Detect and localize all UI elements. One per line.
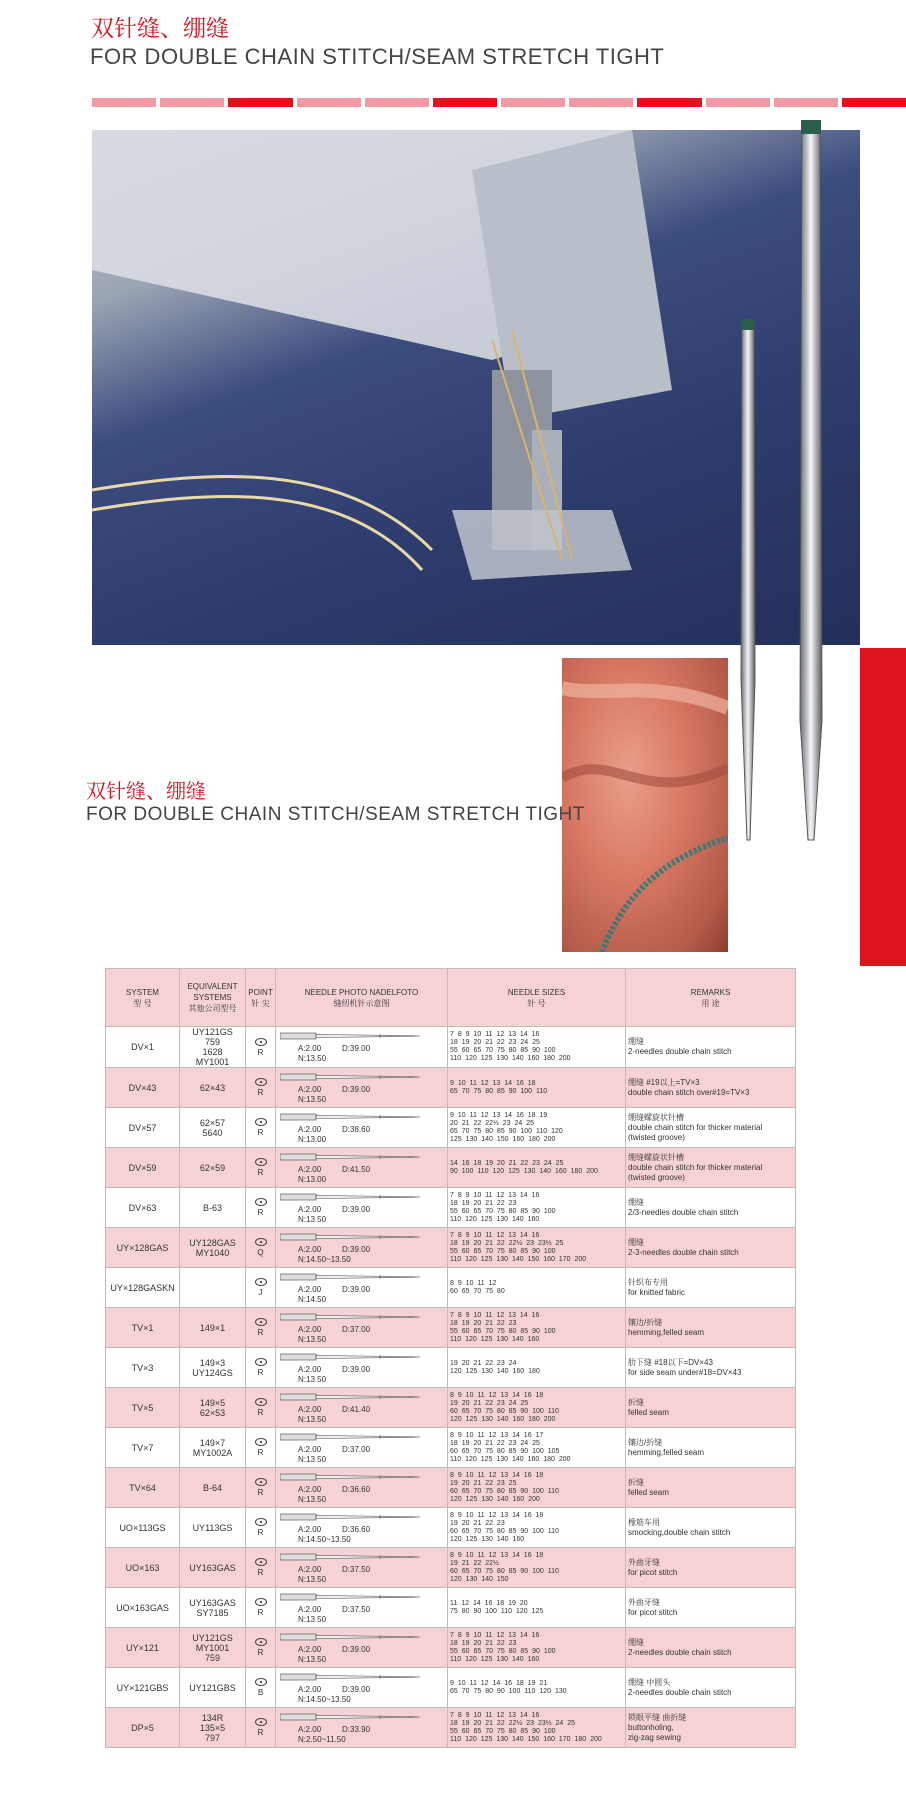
point-code: R — [257, 1528, 264, 1537]
spec-d: D:39.00 — [342, 1285, 371, 1294]
spec-a: A:2.00 — [298, 1445, 322, 1454]
remarks-cell: 折缝 felled seam — [626, 1388, 796, 1428]
needle-diagram-icon — [280, 1432, 420, 1442]
spec-n: N:13.50 — [298, 1215, 327, 1224]
spec-d: D:37.00 — [342, 1445, 371, 1454]
table-row — [106, 1708, 796, 1748]
page-title-en: FOR DOUBLE CHAIN STITCH/SEAM STRETCH TIGHT — [90, 44, 665, 69]
remarks-cell: 针织布专用 for knitted fabric — [626, 1268, 796, 1308]
spec-d: D:37.50 — [342, 1605, 371, 1614]
point-cell — [246, 1068, 276, 1108]
remarks-cell: 绷缝螺旋状针槽 double chain stitch for thicker material (twisted groove) — [626, 1108, 796, 1148]
decorative-stripe — [92, 98, 906, 107]
sizes-cell: 8 9 10 11 12 13 14 16 18 19 20 21 22 23 25 60 65 70 75 80 85 90 100 110 120 125 130 140 160 200 — [448, 1468, 626, 1508]
spec-d: D:39.00 — [342, 1044, 371, 1053]
remarks-cell: 折缝 felled seam — [626, 1468, 796, 1508]
table-row — [106, 1348, 796, 1388]
spec-a: A:2.00 — [298, 1165, 322, 1174]
spec-a: A:2.00 — [298, 1645, 322, 1654]
point-code: R — [257, 1648, 264, 1657]
needle-diagram-icon — [280, 1472, 420, 1482]
sizes-cell: 7 8 9 10 11 12 13 14 16 18 19 20 21 22 22½ 23 23½ 25 55 60 65 70 75 80 85 90 100 110 120 125 130 140 150 160 170 200 — [448, 1228, 626, 1268]
sizes-cell: 9 10 11 12 13 14 16 18 19 20 21 22 22½ 23 24 25 65 70 75 80 85 90 100 110 120 125 130 140 150 160 180 200 — [448, 1108, 626, 1148]
remarks-cell: 绷缝 #19以上=TV×3 double chain stitch over#19=TV×3 — [626, 1068, 796, 1108]
header-equivalent: EQUIVALENT SYSTEMS 其他公司型号 — [180, 969, 246, 1027]
spec-n: N:13.50 — [298, 1095, 327, 1104]
stripe-segment — [842, 98, 906, 107]
spec-n: N:13.50 — [298, 1054, 327, 1063]
needle-diagram-icon — [280, 1712, 420, 1722]
spec-a: A:2.00 — [298, 1685, 322, 1694]
spec-n: N:13.50 — [298, 1495, 327, 1504]
needle-diagram-icon — [280, 1072, 420, 1082]
sizes-cell: 7 8 9 10 11 12 13 14 16 18 19 20 21 22 23 55 60 65 70 75 80 85 90 100 110 120 125 130 140 160 — [448, 1308, 626, 1348]
table-header-row — [106, 969, 796, 1027]
sizes-cell: 9 10 11 12 14 16 18 19 21 65 70 75 80 90 100 110 120 130 — [448, 1668, 626, 1708]
needle-diagram-icon — [280, 1632, 420, 1642]
needle-point-icon — [255, 1358, 267, 1366]
needle-photo-cell — [276, 1348, 448, 1388]
needle-point-icon — [255, 1118, 267, 1126]
needle-photo-cell — [276, 1668, 448, 1708]
table-row — [106, 1588, 796, 1628]
header-sizes: NEEDLE SIZES 针 号 — [448, 969, 626, 1027]
spec-d: D:39.00 — [342, 1205, 371, 1214]
needle-diagram-icon — [280, 1672, 420, 1682]
spec-a: A:2.00 — [298, 1245, 322, 1254]
point-cell — [246, 1188, 276, 1228]
spec-a: A:2.00 — [298, 1205, 322, 1214]
needle-point-icon — [255, 1318, 267, 1326]
needle-point-icon — [255, 1678, 267, 1686]
point-cell — [246, 1708, 276, 1748]
spec-n: N:13.00 — [298, 1175, 327, 1184]
spec-d: D:33.90 — [342, 1725, 371, 1734]
sizes-cell: 7 8 9 10 11 12 13 14 16 18 19 20 21 22 22½ 23 23½ 24 25 55 60 65 70 75 80 85 90 100 110 120 125 130 140 150 160 170 180 200 — [448, 1708, 626, 1748]
spec-d: D:37.50 — [342, 1565, 371, 1574]
needle-diagram-icon — [280, 1312, 420, 1322]
needle-photo-cell — [276, 1108, 448, 1148]
needle-point-icon — [255, 1398, 267, 1406]
table-row — [106, 1508, 796, 1548]
spec-d: D:36.60 — [342, 1525, 371, 1534]
needle-spec-table — [105, 968, 796, 1748]
spec-a: A:2.00 — [298, 1605, 322, 1614]
table-row — [106, 1228, 796, 1268]
equivalent-cell: UY121GS MY1001 759 — [180, 1628, 246, 1668]
remarks-cell: 镶边/折缝 hemming,felled seam — [626, 1428, 796, 1468]
spec-d: D:39.00 — [342, 1245, 371, 1254]
point-code: R — [257, 1448, 264, 1457]
remarks-cell: 绷缝 2-needles double chain stitch — [626, 1027, 796, 1068]
spec-n: N:14.50 — [298, 1295, 327, 1304]
equivalent-cell: 149×1 — [180, 1308, 246, 1348]
needle-diagram-icon — [280, 1232, 420, 1242]
fabric-seam-photo — [562, 658, 728, 952]
table-row — [106, 1548, 796, 1588]
table-row — [106, 1108, 796, 1148]
remarks-cell: 外曲牙缝 for picot stitch — [626, 1588, 796, 1628]
system-cell: DP×5 — [106, 1708, 180, 1748]
remarks-cell: 外曲牙缝 for picot stitch — [626, 1548, 796, 1588]
spec-a: A:2.00 — [298, 1125, 322, 1134]
spec-n: N:13.50 — [298, 1655, 327, 1664]
system-cell: TV×64 — [106, 1468, 180, 1508]
needle-diagram-icon — [280, 1031, 420, 1041]
table-row — [106, 1148, 796, 1188]
needle-photo-cell — [276, 1148, 448, 1188]
needle-photo-cell — [276, 1308, 448, 1348]
needle-photo-cell — [276, 1468, 448, 1508]
table-row — [106, 1468, 796, 1508]
spec-a: A:2.00 — [298, 1485, 322, 1494]
sizes-cell: 11 12 14 16 18 19 20 75 80 90 100 110 120 125 — [448, 1588, 626, 1628]
equivalent-cell: 149×5 62×53 — [180, 1388, 246, 1428]
stripe-segment — [365, 98, 429, 107]
spec-d: D:39.00 — [342, 1365, 371, 1374]
sizes-cell: 8 9 10 11 12 13 14 16 17 18 19 20 21 22 23 24 25 60 65 70 75 80 85 90 100 105 110 120 125 130 140 160 180 200 — [448, 1428, 626, 1468]
section-title-en: FOR DOUBLE CHAIN STITCH/SEAM STRETCH TIGHT — [86, 804, 585, 825]
needle-photo-cell — [276, 1628, 448, 1668]
point-cell — [246, 1428, 276, 1468]
header-photo: NEEDLE PHOTO NADELFOTO 缝纫机针示意图 — [276, 969, 448, 1027]
needle-point-icon — [255, 1278, 267, 1286]
table-row — [106, 1668, 796, 1708]
table-row — [106, 1268, 796, 1308]
system-cell: TV×7 — [106, 1428, 180, 1468]
equivalent-cell: UY163GAS — [180, 1548, 246, 1588]
spec-n: N:14.50~13.50 — [298, 1535, 351, 1544]
needle-photo-cell — [276, 1027, 448, 1068]
needle-point-icon — [255, 1638, 267, 1646]
needle-point-icon — [255, 1558, 267, 1566]
needle-point-icon — [255, 1478, 267, 1486]
system-cell: UO×163GAS — [106, 1588, 180, 1628]
point-code: B — [257, 1688, 264, 1697]
spec-n: N:13.50 — [298, 1575, 327, 1584]
spec-d: D:39.00 — [342, 1085, 371, 1094]
equivalent-cell: 149×7 MY1002A — [180, 1428, 246, 1468]
point-code: R — [257, 1328, 264, 1337]
point-cell — [246, 1388, 276, 1428]
spec-a: A:2.00 — [298, 1085, 322, 1094]
needle-photo-cell — [276, 1268, 448, 1308]
system-cell: UY×121GBS — [106, 1668, 180, 1708]
point-code: Q — [257, 1248, 264, 1257]
page-title-cn: 双针缝、绷缝 — [91, 16, 229, 42]
equivalent-cell: UY121GS 759 1628 MY1001 — [180, 1027, 246, 1068]
needle-point-icon — [255, 1078, 267, 1086]
stripe-segment — [569, 98, 633, 107]
needle-point-icon — [255, 1438, 267, 1446]
spec-d: D:39.00 — [342, 1645, 371, 1654]
equivalent-cell — [180, 1268, 246, 1308]
spec-n: N:14.50~13.50 — [298, 1255, 351, 1264]
point-code: R — [257, 1568, 264, 1577]
spec-n: N:13.50 — [298, 1615, 327, 1624]
equivalent-cell: 149×3 UY124GS — [180, 1348, 246, 1388]
sizes-cell: 7 8 9 10 11 12 13 14 16 18 19 20 21 22 23 55 60 65 70 75 80 85 90 100 110 120 125 130 140 160 — [448, 1628, 626, 1668]
stripe-segment — [297, 98, 361, 107]
spec-n: N:13.50 — [298, 1335, 327, 1344]
point-code: R — [257, 1047, 264, 1057]
needle-diagram-icon — [280, 1392, 420, 1402]
table-row — [106, 1027, 796, 1068]
needle-point-icon — [255, 1598, 267, 1606]
spec-d: D:37.00 — [342, 1325, 371, 1334]
equivalent-cell: UY121GBS — [180, 1668, 246, 1708]
stripe-segment — [160, 98, 224, 107]
stripe-segment — [706, 98, 770, 107]
spec-a: A:2.00 — [298, 1565, 322, 1574]
spec-d: D:41.50 — [342, 1165, 371, 1174]
point-code: R — [257, 1128, 264, 1137]
spec-a: A:2.00 — [298, 1525, 322, 1534]
point-code: R — [257, 1368, 264, 1377]
equivalent-cell: B-63 — [180, 1188, 246, 1228]
table-row — [106, 1388, 796, 1428]
point-cell — [246, 1588, 276, 1628]
point-code: R — [257, 1488, 264, 1497]
section-title-cn: 双针缝、绷缝 — [86, 779, 206, 803]
point-cell — [246, 1628, 276, 1668]
system-cell: UY×128GASKN — [106, 1268, 180, 1308]
needle-point-icon — [255, 1198, 267, 1206]
system-cell: DV×57 — [106, 1108, 180, 1148]
sizes-cell: 8 9 10 11 12 13 14 16 18 19 20 21 22 23 24 25 60 65 70 75 80 85 90 100 110 120 125 130 140 160 180 200 — [448, 1388, 626, 1428]
remarks-cell: 橡筋车用 smocking,double chain stitch — [626, 1508, 796, 1548]
remarks-cell: 锁眼平缝 曲折缝 buttonholing, zig-zag sewing — [626, 1708, 796, 1748]
point-code: R — [257, 1208, 264, 1217]
needle-diagram-icon — [280, 1592, 420, 1602]
needle-point-icon — [255, 1718, 267, 1726]
remarks-cell: 绷缝 中圆头 2-needles double chain stitch — [626, 1668, 796, 1708]
table-row — [106, 1188, 796, 1228]
system-cell: DV×43 — [106, 1068, 180, 1108]
equivalent-cell: 62×59 — [180, 1148, 246, 1188]
remarks-cell: 绷缝 2-needles double chain stitch — [626, 1628, 796, 1668]
sizes-cell: 7 8 9 10 11 12 13 14 16 18 19 20 21 22 23 55 60 65 70 75 80 85 90 100 110 120 125 130 140 160 — [448, 1188, 626, 1228]
spec-a: A:2.00 — [298, 1405, 322, 1414]
needle-diagram-icon — [280, 1192, 420, 1202]
needle-photo-cell — [276, 1588, 448, 1628]
equivalent-cell: B-64 — [180, 1468, 246, 1508]
equivalent-cell: 134R 135×5 797 — [180, 1708, 246, 1748]
remarks-cell: 绷缝螺旋状针槽 double chain stitch for thicker material (twisted groove) — [626, 1148, 796, 1188]
header-system: SYSTEM 型 号 — [106, 969, 180, 1027]
remarks-cell: 绷缝 2-3-needles double chain stitch — [626, 1228, 796, 1268]
needle-photo-cell — [276, 1548, 448, 1588]
system-cell: DV×63 — [106, 1188, 180, 1228]
point-code: R — [257, 1408, 264, 1417]
sizes-cell: 7 8 9 10 11 12 13 14 16 18 19 20 21 22 23 24 25 55 60 65 70 75 80 85 90 100 110 120 125 130 140 160 180 200 — [448, 1027, 626, 1068]
stripe-segment — [774, 98, 838, 107]
needle-photo-cell — [276, 1708, 448, 1748]
spec-n: N:13.50 — [298, 1415, 327, 1424]
point-code: J — [258, 1288, 263, 1297]
needle-diagram-icon — [280, 1352, 420, 1362]
equivalent-cell: UY128GAS MY1040 — [180, 1228, 246, 1268]
spec-a: A:2.00 — [298, 1325, 322, 1334]
sizes-cell: 19 20 21 22 23 24 120 125 130 140 160 180 — [448, 1348, 626, 1388]
needle-diagram-icon — [280, 1152, 420, 1162]
point-code: R — [257, 1608, 264, 1617]
system-cell: TV×1 — [106, 1308, 180, 1348]
spec-n: N:13.50 — [298, 1375, 327, 1384]
point-cell — [246, 1668, 276, 1708]
system-cell: UY×121 — [106, 1628, 180, 1668]
spec-n: N:13.00 — [298, 1135, 327, 1144]
remarks-cell: 肋下缝 #18以下=DV×43 for side seam under#18=DV×43 — [626, 1348, 796, 1388]
point-code: R — [257, 1728, 264, 1737]
header-point: POINT 针 尖 — [246, 969, 276, 1027]
system-cell: UO×163 — [106, 1548, 180, 1588]
needle-photo-cell — [276, 1228, 448, 1268]
sizes-cell: 8 9 10 11 12 13 14 16 18 19 20 21 22 23 60 65 70 75 80 85 90 100 110 120 125 130 140 160 — [448, 1508, 626, 1548]
spec-n: N:13.50 — [298, 1455, 327, 1464]
spec-a: A:2.00 — [298, 1365, 322, 1374]
needle-point-icon — [255, 1518, 267, 1526]
table-row — [106, 1628, 796, 1668]
needle-point-icon — [255, 1038, 267, 1046]
header-remarks: REMARKS 用 途 — [626, 969, 796, 1027]
spec-d: D:38.60 — [342, 1125, 371, 1134]
sizes-cell: 8 9 10 11 12 60 65 70 75 80 — [448, 1268, 626, 1308]
stripe-segment — [501, 98, 565, 107]
point-cell — [246, 1268, 276, 1308]
table-row — [106, 1428, 796, 1468]
remarks-cell: 绷缝 2/3-needles double chain stitch — [626, 1188, 796, 1228]
needle-photo-cell — [276, 1068, 448, 1108]
needle-photo-cell — [276, 1188, 448, 1228]
point-cell — [246, 1148, 276, 1188]
needle-diagram-icon — [280, 1112, 420, 1122]
remarks-cell: 镶边/折缝 hemming,felled seam — [626, 1308, 796, 1348]
needle-point-icon — [255, 1238, 267, 1246]
point-cell — [246, 1348, 276, 1388]
system-cell: TV×3 — [106, 1348, 180, 1388]
point-code: R — [257, 1088, 264, 1097]
system-cell: UO×113GS — [106, 1508, 180, 1548]
needle-illustration — [728, 120, 868, 960]
needle-point-icon — [255, 1158, 267, 1166]
spec-a: A:2.00 — [298, 1725, 322, 1734]
system-cell: TV×5 — [106, 1388, 180, 1428]
needle-diagram-icon — [280, 1272, 420, 1282]
spec-a: A:2.00 — [298, 1285, 322, 1294]
table-row — [106, 1068, 796, 1108]
stripe-segment — [92, 98, 156, 107]
point-cell — [246, 1108, 276, 1148]
spec-d: D:36.60 — [342, 1485, 371, 1494]
stripe-segment — [637, 98, 701, 107]
system-cell: UY×128GAS — [106, 1228, 180, 1268]
point-cell — [246, 1508, 276, 1548]
spec-n: N:2.50~11.50 — [298, 1735, 346, 1744]
needle-photo-cell — [276, 1388, 448, 1428]
stripe-segment — [433, 98, 497, 107]
point-cell — [246, 1228, 276, 1268]
equivalent-cell: UY163GAS SY7185 — [180, 1588, 246, 1628]
table-row — [106, 1308, 796, 1348]
spec-d: D:39.00 — [342, 1685, 371, 1694]
spec-d: D:41.40 — [342, 1405, 371, 1414]
equivalent-cell: 62×57 5640 — [180, 1108, 246, 1148]
spec-n: N:14.50~13.50 — [298, 1695, 351, 1704]
point-cell — [246, 1468, 276, 1508]
needle-diagram-icon — [280, 1512, 420, 1522]
needle-photo-cell — [276, 1508, 448, 1548]
sizes-cell: 8 9 10 11 12 13 14 16 18 19 21 22 22½ 60 65 70 75 80 85 90 100 110 120 130 140 150 — [448, 1548, 626, 1588]
point-code: R — [257, 1168, 264, 1177]
spec-a: A:2.00 — [298, 1044, 322, 1053]
needle-diagram-icon — [280, 1552, 420, 1562]
system-cell: DV×1 — [106, 1027, 180, 1068]
equivalent-cell: 62×43 — [180, 1068, 246, 1108]
needle-photo-cell — [276, 1428, 448, 1468]
sizes-cell: 9 10 11 12 13 14 16 18 65 70 75 80 85 90 100 110 — [448, 1068, 626, 1108]
point-cell — [246, 1308, 276, 1348]
sizes-cell: 14 16 18 19 20 21 22 23 24 25 90 100 110 120 125 130 140 160 180 200 — [448, 1148, 626, 1188]
system-cell: DV×59 — [106, 1148, 180, 1188]
point-cell — [246, 1027, 276, 1068]
stripe-segment — [228, 98, 292, 107]
equivalent-cell: UY113GS — [180, 1508, 246, 1548]
point-cell — [246, 1548, 276, 1588]
